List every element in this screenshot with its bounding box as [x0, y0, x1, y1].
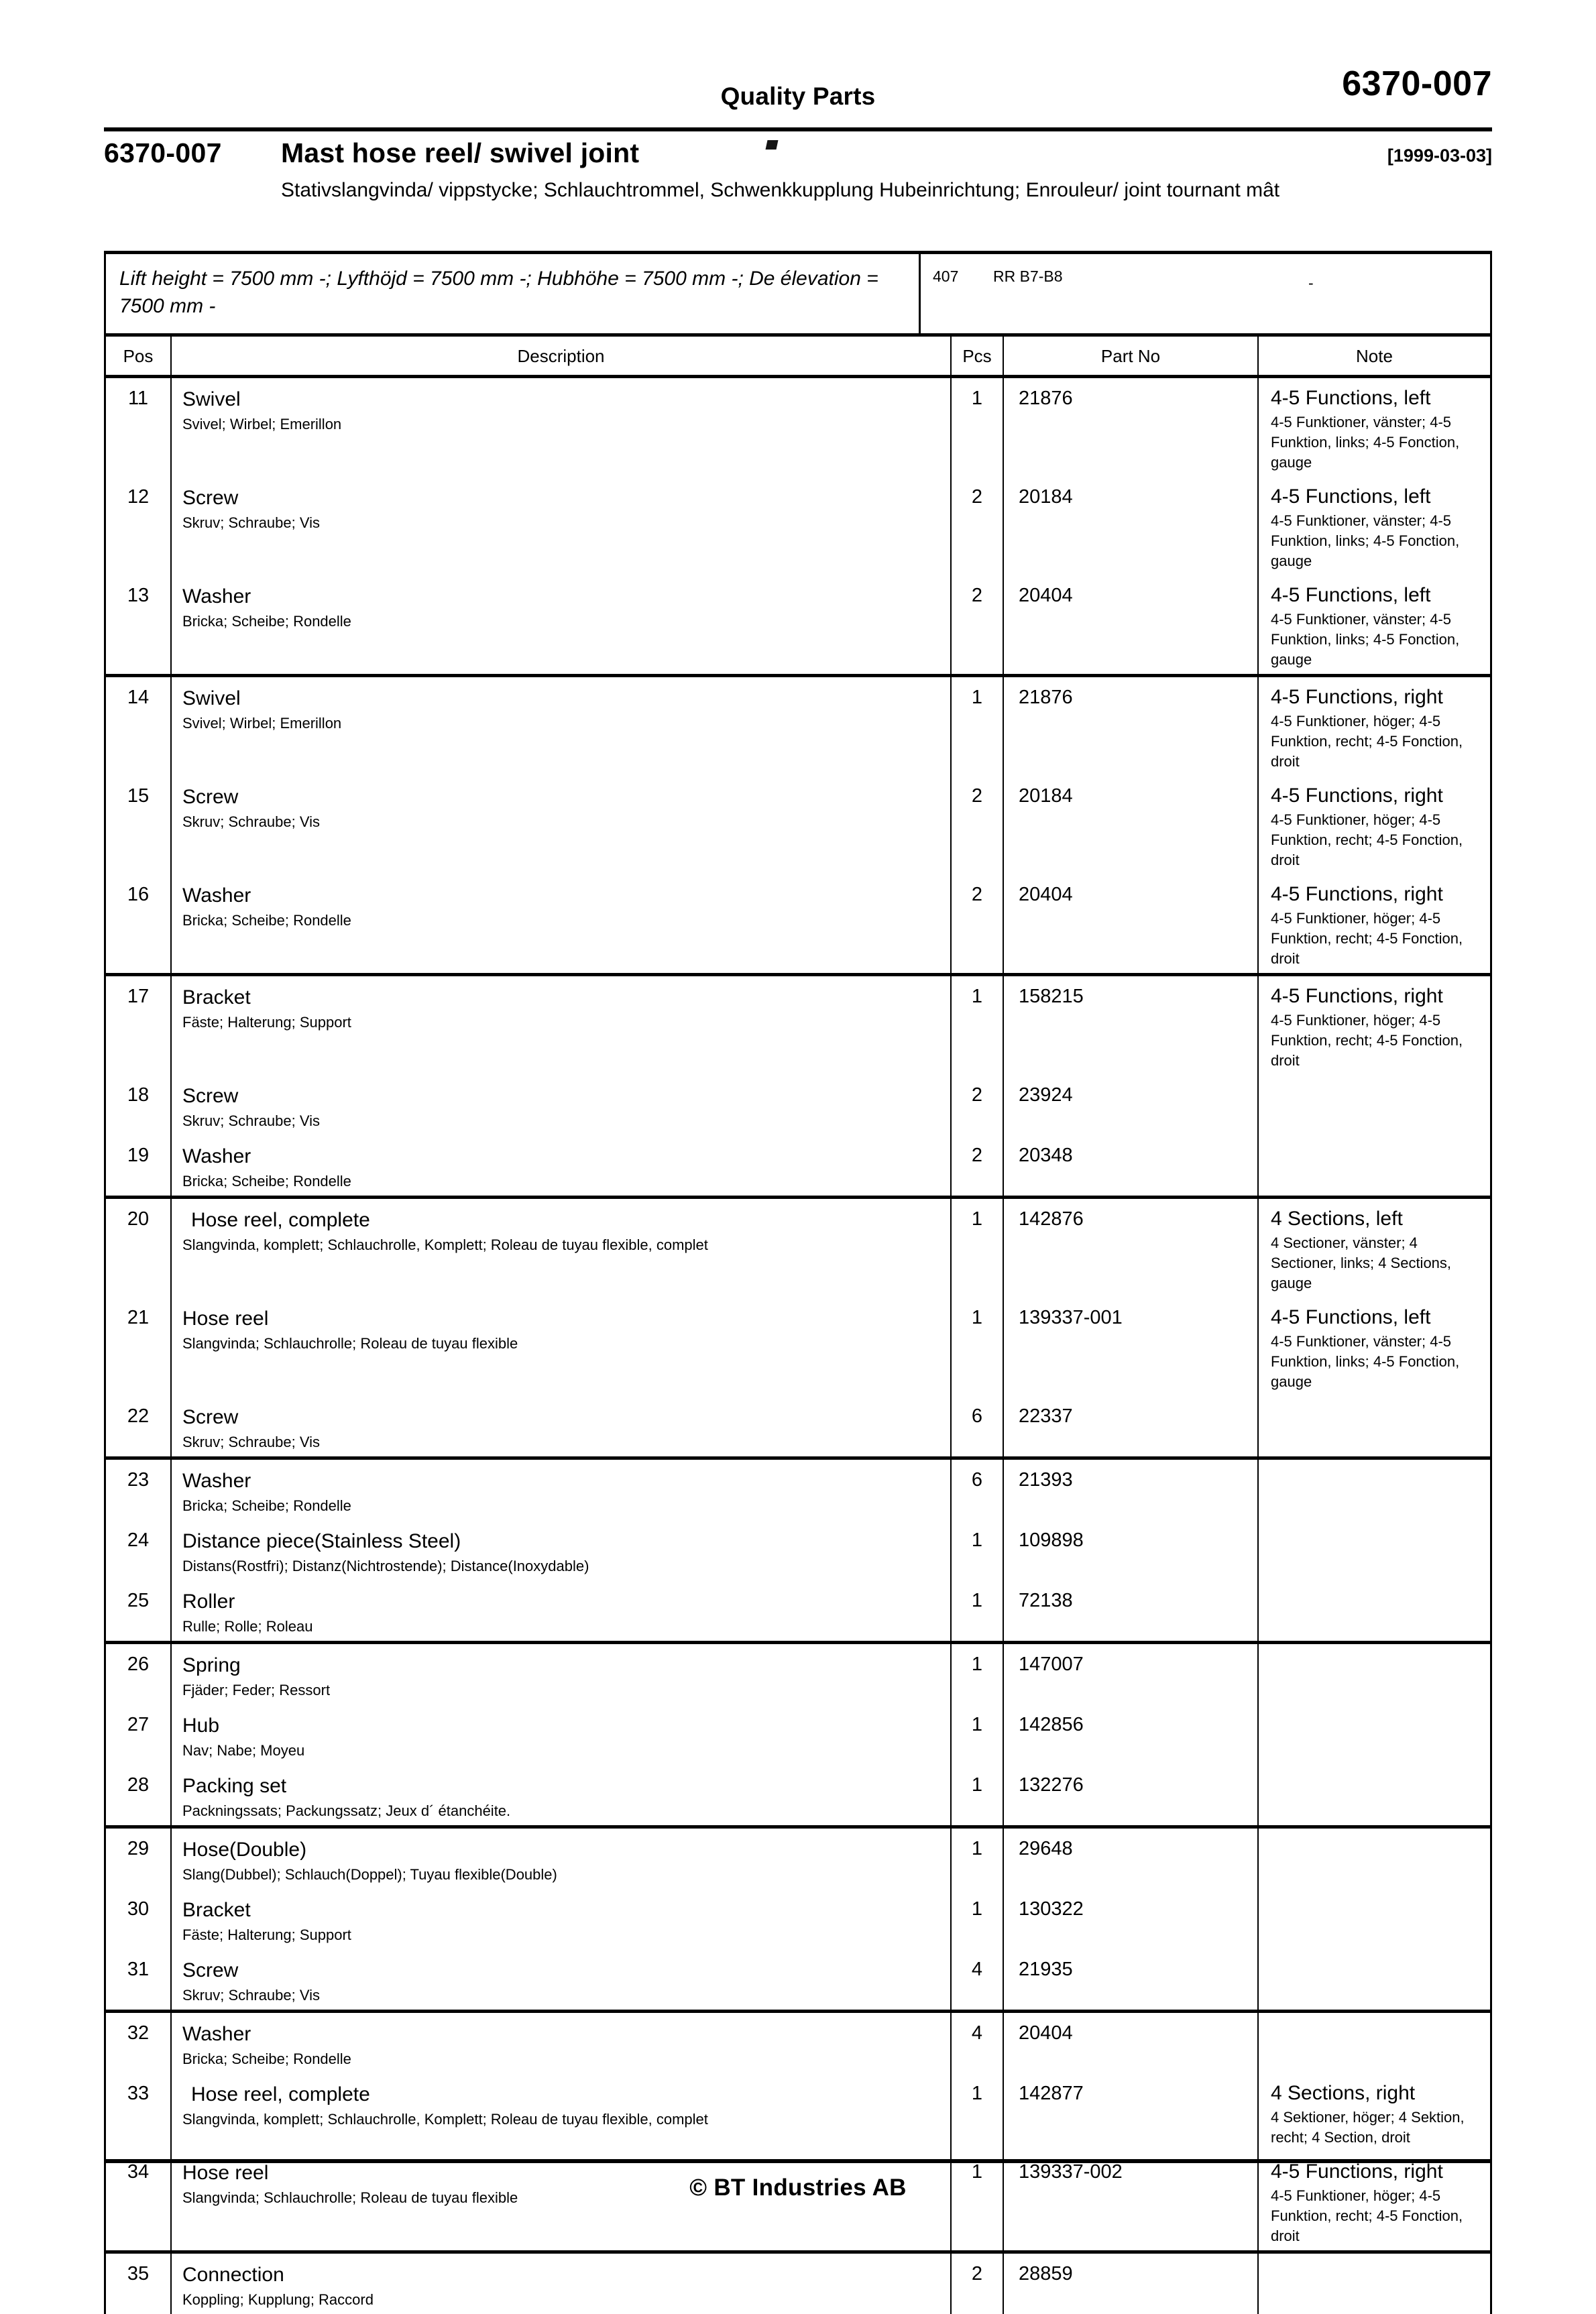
cell-pcs: 1	[952, 378, 1004, 477]
cell-pcs: 1	[952, 1829, 1004, 1889]
cell-pos: 13	[106, 575, 172, 674]
cell-note	[1259, 477, 1490, 575]
description-translations: Distans(Rostfri); Distanz(Nichtrostende); Distance(Inoxydable)	[182, 1558, 589, 1574]
cell-part-no[interactable]: 20404	[1004, 575, 1259, 674]
cell-note	[1259, 2254, 1490, 2314]
table-row-group	[106, 1460, 1490, 1644]
cell-part-no[interactable]: 21876	[1004, 677, 1259, 776]
table-row[interactable]	[106, 1297, 1490, 1396]
description-primary: Connection	[182, 2264, 284, 2286]
description-primary: Screw	[182, 786, 239, 808]
cell-note	[1259, 378, 1490, 477]
cell-description	[172, 1644, 952, 1704]
cell-description	[172, 1460, 952, 1520]
note-primary: 4-5 Functions, right	[1271, 785, 1443, 807]
cell-part-no[interactable]: 20404	[1004, 874, 1259, 973]
note-primary: 4-5 Functions, right	[1271, 686, 1443, 708]
cell-note	[1259, 1199, 1490, 1297]
cell-pos: 22	[106, 1396, 172, 1456]
model-range: RR B7-B8	[993, 268, 1063, 285]
description-translations: Bricka; Scheibe; Rondelle	[182, 912, 351, 929]
applicability-strip	[106, 254, 1490, 337]
cell-description	[172, 1297, 952, 1396]
cell-pcs: 1	[952, 1704, 1004, 1765]
cell-description	[172, 1829, 952, 1889]
cell-description	[172, 575, 952, 674]
column-header-note: Note	[1356, 346, 1393, 366]
table-body	[106, 378, 1490, 2314]
cell-note	[1259, 575, 1490, 674]
cell-pcs: 1	[952, 1199, 1004, 1297]
table-row-group	[106, 2254, 1490, 2314]
cell-pos: 12	[106, 477, 172, 575]
description-translations: Rulle; Rolle; Roleau	[182, 1618, 313, 1635]
cell-note	[1259, 1765, 1490, 1825]
table-row-group	[106, 976, 1490, 1199]
note-primary: 4-5 Functions, left	[1271, 584, 1431, 606]
revision-date: [1999-03-03]	[1387, 146, 1492, 166]
cell-part-no[interactable]: 28859	[1004, 2254, 1259, 2314]
table-row[interactable]	[106, 976, 1490, 1075]
table-row[interactable]	[106, 1520, 1490, 1580]
cell-pos: 16	[106, 874, 172, 973]
cell-description	[172, 874, 952, 973]
cell-pcs: 4	[952, 1949, 1004, 2010]
cell-part-no[interactable]: 139337-002	[1004, 2152, 1259, 2250]
note-primary: 4 Sections, right	[1271, 2082, 1416, 2104]
description-translations: Skruv; Schraube; Vis	[182, 514, 321, 531]
cell-description	[172, 1949, 952, 2010]
cell-pos: 24	[106, 1520, 172, 1580]
cell-part-no[interactable]: 20348	[1004, 1135, 1259, 1196]
description-translations: Skruv; Schraube; Vis	[182, 1112, 321, 1129]
cell-pcs: 1	[952, 1297, 1004, 1396]
cell-pos: 33	[106, 2073, 172, 2152]
cell-pcs: 4	[952, 2013, 1004, 2073]
cell-description	[172, 2254, 952, 2314]
cell-pcs: 6	[952, 1460, 1004, 1520]
description-primary: Washer	[182, 884, 251, 907]
cell-pos: 27	[106, 1704, 172, 1765]
description-primary: Packing set	[182, 1775, 287, 1797]
cell-pcs: 2	[952, 1075, 1004, 1135]
note-primary: 4-5 Functions, left	[1271, 387, 1431, 409]
note-primary: 4-5 Functions, left	[1271, 1306, 1431, 1328]
description-translations: Skruv; Schraube; Vis	[182, 813, 321, 830]
cell-note	[1259, 776, 1490, 874]
description-translations: Slangvinda; Schlauchrolle; Roleau de tuyau flexible	[182, 1335, 518, 1352]
cell-part-no[interactable]: 147007	[1004, 1644, 1259, 1704]
cell-pos: 20	[106, 1199, 172, 1297]
description-primary: Screw	[182, 1406, 239, 1428]
cell-pcs: 1	[952, 1765, 1004, 1825]
cell-part-no[interactable]: 20184	[1004, 776, 1259, 874]
table-row[interactable]	[106, 1580, 1490, 1641]
cell-pcs: 1	[952, 1644, 1004, 1704]
column-header-pcs: Pcs	[952, 337, 1004, 375]
table-row-group	[106, 378, 1490, 677]
table-row-group	[106, 1199, 1490, 1460]
cell-pcs: 6	[952, 1396, 1004, 1456]
description-translations: Svivel; Wirbel; Emerillon	[182, 715, 342, 732]
note-primary: 4-5 Functions, right	[1271, 883, 1443, 905]
table-row[interactable]	[106, 776, 1490, 874]
footer-copyright: © BT Industries AB	[689, 2175, 907, 2201]
cell-part-no[interactable]: 21935	[1004, 1949, 1259, 2010]
cell-pos: 15	[106, 776, 172, 874]
column-header-description: Description	[172, 337, 952, 375]
cell-pos: 31	[106, 1949, 172, 2010]
table-row[interactable]	[106, 1075, 1490, 1135]
cell-note	[1259, 1460, 1490, 1520]
table-row[interactable]	[106, 2254, 1490, 2314]
cell-note	[1259, 1135, 1490, 1196]
cell-note	[1259, 1297, 1490, 1396]
note-translations: 4-5 Funktioner, höger; 4-5 Funktion, recht; 4-5 Fonction, droit	[1271, 1012, 1463, 1069]
cell-part-no[interactable]: 29648	[1004, 1829, 1259, 1889]
cell-pcs: 1	[952, 976, 1004, 1075]
cell-pcs: 1	[952, 677, 1004, 776]
page-subtitle: Stativslangvinda/ vippstycke; Schlauchtrommel, Schwenkkupplung Hubeinrichtung; Enrouleur/ joint tournant mât	[281, 179, 1280, 201]
cell-note	[1259, 1396, 1490, 1456]
cell-pcs: 1	[952, 1580, 1004, 1641]
cell-pcs: 1	[952, 2152, 1004, 2250]
cell-note	[1259, 1949, 1490, 2010]
description-primary: Washer	[182, 585, 251, 608]
description-primary: Hose reel, complete	[191, 1209, 370, 1231]
cell-note	[1259, 677, 1490, 776]
cell-note	[1259, 1520, 1490, 1580]
description-translations: Fäste; Halterung; Support	[182, 1014, 351, 1031]
note-translations: 4-5 Funktioner, vänster; 4-5 Funktion, links; 4-5 Fonction, gauge	[1271, 414, 1460, 471]
table-row[interactable]	[106, 2013, 1490, 2073]
cell-pos: 30	[106, 1889, 172, 1949]
cell-pos: 34	[106, 2152, 172, 2250]
description-translations: Slang(Dubbel); Schlauch(Doppel); Tuyau flexible(Double)	[182, 1866, 557, 1883]
note-primary: 4-5 Functions, right	[1271, 2160, 1443, 2183]
cell-part-no[interactable]: 130322	[1004, 1889, 1259, 1949]
cell-description	[172, 1075, 952, 1135]
column-header-pos: Pos	[106, 337, 172, 375]
description-translations: Slangvinda, komplett; Schlauchrolle, Komplett; Roleau de tuyau flexible, complet	[182, 2111, 708, 2128]
cell-pos: 11	[106, 378, 172, 477]
cell-part-no[interactable]: 139337-001	[1004, 1297, 1259, 1396]
cell-description	[172, 1396, 952, 1456]
table-row[interactable]	[106, 1644, 1490, 1704]
cell-pos: 23	[106, 1460, 172, 1520]
cell-description	[172, 2013, 952, 2073]
cell-description	[172, 378, 952, 477]
page-code: 6370-007	[1342, 64, 1492, 103]
cell-pcs: 2	[952, 575, 1004, 674]
cell-note	[1259, 1644, 1490, 1704]
header-rule	[104, 127, 1492, 131]
table-row[interactable]	[106, 1949, 1490, 2010]
running-title: Quality Parts	[720, 82, 876, 110]
page-title: Mast hose reel/ swivel joint	[281, 137, 640, 168]
cell-pcs: 2	[952, 776, 1004, 874]
title-row	[104, 137, 1492, 179]
cell-part-no[interactable]: 21393	[1004, 1460, 1259, 1520]
cell-pos: 35	[106, 2254, 172, 2314]
cell-note	[1259, 1704, 1490, 1765]
cell-description	[172, 1135, 952, 1196]
cell-note	[1259, 1580, 1490, 1641]
description-translations: Fäste; Halterung; Support	[182, 1926, 351, 1943]
description-primary: Swivel	[182, 687, 241, 709]
cell-description	[172, 1889, 952, 1949]
cell-note	[1259, 976, 1490, 1075]
table-row-group	[106, 677, 1490, 976]
cell-part-no[interactable]: 21876	[1004, 378, 1259, 477]
description-primary: Distance piece(Stainless Steel)	[182, 1530, 461, 1552]
cell-description	[172, 1704, 952, 1765]
cell-description	[172, 677, 952, 776]
description-primary: Bracket	[182, 1899, 251, 1921]
cell-pos: 17	[106, 976, 172, 1075]
note-translations: 4-5 Funktioner, höger; 4-5 Funktion, recht; 4-5 Fonction, droit	[1271, 713, 1463, 770]
description-translations: Fjäder; Feder; Ressort	[182, 1682, 331, 1698]
applicability-models	[921, 254, 1490, 333]
description-primary: Screw	[182, 1959, 239, 1981]
cell-pcs: 1	[952, 2073, 1004, 2152]
cell-pos: 26	[106, 1644, 172, 1704]
cell-part-no[interactable]: 142876	[1004, 1199, 1259, 1297]
cell-pos: 19	[106, 1135, 172, 1196]
description-translations: Bricka; Scheibe; Rondelle	[182, 613, 351, 630]
model-code: 407	[933, 268, 959, 285]
cell-pos: 21	[106, 1297, 172, 1396]
description-primary: Hose(Double)	[182, 1839, 307, 1861]
cell-note	[1259, 1889, 1490, 1949]
description-translations: Nav; Nabe; Moyeu	[182, 1742, 305, 1759]
table-row[interactable]	[106, 1396, 1490, 1456]
parts-table	[104, 251, 1492, 2314]
description-translations: Svivel; Wirbel; Emerillon	[182, 416, 342, 432]
description-primary: Hose reel	[182, 1308, 269, 1330]
table-row[interactable]	[106, 575, 1490, 674]
note-primary: 4-5 Functions, left	[1271, 485, 1431, 508]
cell-pcs: 2	[952, 874, 1004, 973]
cell-pos: 18	[106, 1075, 172, 1135]
applicability-condition: Lift height = 7500 mm -; Lyfthöjd = 7500 mm -; Hubhöhe = 7500 mm -; De élevation = 7500 mm -	[106, 254, 921, 333]
note-translations: 4 Sectioner, vänster; 4 Sectioner, links; 4 Sections, gauge	[1271, 1234, 1452, 1291]
cell-part-no[interactable]: 142856	[1004, 1704, 1259, 1765]
description-primary: Washer	[182, 1470, 251, 1492]
table-row[interactable]	[106, 1829, 1490, 1889]
footer-rule	[104, 2159, 1492, 2163]
description-translations: Slangvinda; Schlauchrolle; Roleau de tuyau flexible	[182, 2189, 518, 2206]
note-primary: 4-5 Functions, right	[1271, 985, 1443, 1007]
cell-part-no[interactable]: 142877	[1004, 2073, 1259, 2152]
note-primary: 4 Sections, left	[1271, 1208, 1403, 1230]
cell-pcs: 2	[952, 1135, 1004, 1196]
cell-pos: 28	[106, 1765, 172, 1825]
cell-description	[172, 776, 952, 874]
cell-pos: 14	[106, 677, 172, 776]
cell-description	[172, 477, 952, 575]
table-row[interactable]	[106, 677, 1490, 776]
cell-pos: 29	[106, 1829, 172, 1889]
cell-note	[1259, 2013, 1490, 2073]
table-header-row	[106, 337, 1490, 378]
scan-artifact-mark	[766, 140, 779, 150]
description-primary: Hose reel, complete	[191, 2083, 370, 2105]
cell-note	[1259, 1075, 1490, 1135]
cell-note	[1259, 1829, 1490, 1889]
note-translations: 4-5 Funktioner, vänster; 4-5 Funktion, links; 4-5 Fonction, gauge	[1271, 512, 1460, 569]
cell-description	[172, 976, 952, 1075]
note-translations: 4-5 Funktioner, höger; 4-5 Funktion, recht; 4-5 Fonction, droit	[1271, 811, 1463, 868]
description-translations: Bricka; Scheibe; Rondelle	[182, 2050, 351, 2067]
table-row[interactable]	[106, 1460, 1490, 1520]
description-translations: Koppling; Kupplung; Raccord	[182, 2291, 374, 2308]
table-row-group	[106, 1829, 1490, 2013]
cell-part-no[interactable]: 72138	[1004, 1580, 1259, 1641]
cell-part-no[interactable]: 109898	[1004, 1520, 1259, 1580]
cell-part-no[interactable]: 20404	[1004, 2013, 1259, 2073]
cell-part-no[interactable]: 158215	[1004, 976, 1259, 1075]
model-entry	[933, 268, 1478, 286]
description-primary: Bracket	[182, 986, 251, 1008]
description-translations: Slangvinda, komplett; Schlauchrolle, Komplett; Roleau de tuyau flexible, complet	[182, 1236, 708, 1253]
cell-part-no[interactable]: 20184	[1004, 477, 1259, 575]
cell-description	[172, 1580, 952, 1641]
description-translations: Packningssats; Packungssatz; Jeux d´ étanchéite.	[182, 1802, 511, 1819]
table-row[interactable]	[106, 1889, 1490, 1949]
cell-pcs: 1	[952, 1520, 1004, 1580]
cell-pos: 32	[106, 2013, 172, 2073]
cell-description	[172, 1765, 952, 1825]
table-row[interactable]	[106, 2073, 1490, 2152]
table-row-group	[106, 2013, 1490, 2254]
cell-note	[1259, 874, 1490, 973]
description-primary: Spring	[182, 1654, 241, 1676]
table-row[interactable]	[106, 1199, 1490, 1297]
description-primary: Swivel	[182, 388, 241, 410]
description-translations: Bricka; Scheibe; Rondelle	[182, 1497, 351, 1514]
cell-description	[172, 1199, 952, 1297]
note-translations: 4 Sektioner, höger; 4 Sektion, recht; 4 Section, droit	[1271, 2109, 1465, 2146]
cell-description	[172, 1520, 952, 1580]
description-primary: Hose reel	[182, 2162, 269, 2184]
note-translations: 4-5 Funktioner, höger; 4-5 Funktion, recht; 4-5 Fonction, droit	[1271, 910, 1463, 967]
title-block	[104, 137, 1492, 201]
note-translations: 4-5 Funktioner, vänster; 4-5 Funktion, links; 4-5 Fonction, gauge	[1271, 611, 1460, 668]
cell-pcs: 2	[952, 477, 1004, 575]
cell-pcs: 2	[952, 2254, 1004, 2314]
table-row[interactable]	[106, 1704, 1490, 1765]
description-primary: Washer	[182, 2023, 251, 2045]
cell-note	[1259, 2073, 1490, 2152]
section-number: 6370-007	[104, 137, 222, 168]
cell-description	[172, 2073, 952, 2152]
cell-pos: 25	[106, 1580, 172, 1641]
table-row[interactable]	[106, 1765, 1490, 1825]
cell-part-no[interactable]: 23924	[1004, 1075, 1259, 1135]
description-translations: Bricka; Scheibe; Rondelle	[182, 1173, 351, 1190]
description-primary: Screw	[182, 487, 239, 509]
running-header	[104, 64, 1492, 124]
description-primary: Washer	[182, 1145, 251, 1167]
description-translations: Skruv; Schraube; Vis	[182, 1987, 321, 2004]
description-primary: Hub	[182, 1715, 220, 1737]
description-primary: Roller	[182, 1590, 235, 1613]
cell-part-no[interactable]: 132276	[1004, 1765, 1259, 1825]
note-translations: 4-5 Funktioner, höger; 4-5 Funktion, recht; 4-5 Fonction, droit	[1271, 2187, 1463, 2244]
description-translations: Skruv; Schraube; Vis	[182, 1434, 321, 1450]
cell-pcs: 1	[952, 1889, 1004, 1949]
note-translations: 4-5 Funktioner, vänster; 4-5 Funktion, links; 4-5 Fonction, gauge	[1271, 1333, 1460, 1390]
table-row[interactable]	[106, 378, 1490, 477]
column-header-part-no: Part No	[1004, 337, 1259, 375]
model-dash: -	[1308, 274, 1314, 292]
table-row[interactable]	[106, 874, 1490, 973]
table-row[interactable]	[106, 1135, 1490, 1196]
table-row-group	[106, 1644, 1490, 1829]
description-primary: Screw	[182, 1085, 239, 1107]
table-row[interactable]	[106, 477, 1490, 575]
cell-part-no[interactable]: 22337	[1004, 1396, 1259, 1456]
